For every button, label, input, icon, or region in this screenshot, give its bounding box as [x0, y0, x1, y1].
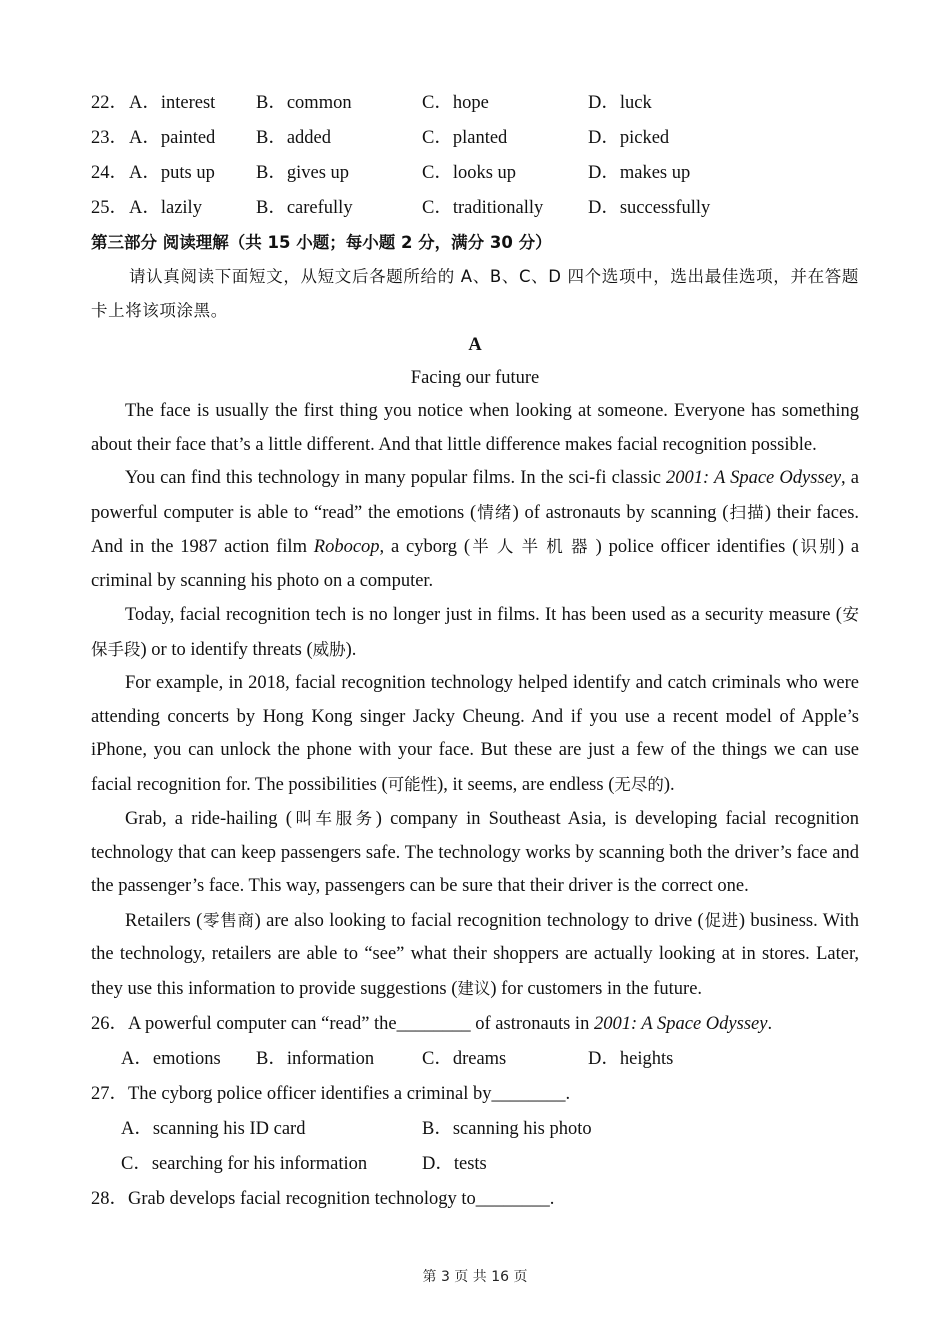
chinese-gloss: 威胁 — [312, 639, 346, 659]
option-row-23 — [91, 121, 859, 156]
chinese-gloss: 零售商 — [202, 910, 255, 930]
option-a: A．painted — [129, 128, 216, 148]
answer-b: B．information — [256, 1049, 375, 1069]
text-run: Grab, a ride-hailing ( — [125, 809, 292, 829]
chinese-gloss: 识别 — [798, 537, 838, 556]
text-run: ) business. With the technology, retailers are able to “see” what their shoppers are actually looking at in stores. Later, they use this information to provide suggestions ( — [91, 910, 860, 999]
option-a: A．lazily — [129, 198, 202, 218]
answers-27-row-1 — [91, 1112, 859, 1147]
text-run: ). — [663, 774, 675, 795]
option-row-24 — [91, 156, 859, 191]
text-run: ) company in Southeast Asia, is developing facial recognition technology that can keep passengers safe. The technology works by scanning both the driver’s face and the passenger’s face. This way, passengers can be sure that their driver is the correct one. — [91, 809, 859, 896]
chinese-gloss: 叫车服务 — [291, 809, 376, 828]
answers-27-row-2 — [91, 1147, 859, 1182]
text-run: ) their faces. And in the 1987 action film — [91, 502, 860, 557]
passage-paragraph-4 — [91, 667, 859, 802]
option-d: D．successfully — [588, 198, 711, 218]
option-d: D．makes up — [588, 163, 691, 183]
page-footer: 第 3 页 共 16 页 — [422, 1269, 528, 1285]
text-run: ) for customers in the future. — [490, 978, 703, 999]
answer-c: C．dreams — [422, 1049, 507, 1069]
film-title: 2001: A Space Odyssey — [666, 468, 842, 488]
chinese-gloss: 建议 — [457, 978, 491, 998]
chinese-gloss: 无尽的 — [614, 774, 664, 794]
answer-a: A．emotions — [121, 1049, 221, 1069]
chinese-gloss: 扫描 — [728, 502, 765, 522]
option-row-25 — [91, 191, 859, 226]
passage-paragraph-6 — [91, 904, 859, 1007]
text-run: ) a criminal by scanning his photo on a computer. — [91, 537, 860, 591]
text-run: Today, facial recognition tech is no longer just in films. It has been used as a security measure ( — [125, 605, 842, 625]
question-end: . — [767, 1014, 773, 1034]
text-run: , a powerful computer is able to “read” the emotions ( — [91, 468, 860, 523]
option-d: D．picked — [588, 128, 670, 148]
section-instruction: 请认真阅读下面短文，从短文后各题所给的 A、B、C、D 四个选项中，选出最佳选项，并在答题卡上将该项涂黑。 — [91, 267, 859, 320]
option-b: B．common — [256, 93, 352, 113]
answer-b: B．scanning his photo — [422, 1119, 592, 1139]
text-run: ). — [345, 639, 357, 660]
option-row-22 — [91, 86, 859, 121]
chinese-gloss: 半人半机器 — [470, 537, 596, 556]
passage-letter: A — [468, 335, 482, 355]
text-run: ) or to identify threats ( — [140, 639, 313, 660]
option-a: A．puts up — [129, 163, 215, 183]
chinese-gloss: 促进 — [703, 910, 739, 930]
text-run: For example, in 2018, facial recognition technology helped identify and catch criminals who were attending concerts by Hong Kong singer Jacky Cheung. And if you use a recent model of Apple’s iPhone, you can unlock the phone with your face. But these are just a few of the things we can use facial recognition for. The possibilities ( — [91, 673, 859, 795]
passage-paragraph-2 — [91, 462, 859, 598]
answer-d: D．tests — [422, 1154, 487, 1174]
exam-page — [91, 86, 859, 1217]
text-run: ) police officer identifies ( — [595, 537, 799, 557]
answers-26 — [91, 1042, 859, 1077]
chinese-gloss: 可能性 — [387, 774, 438, 794]
option-a: A．interest — [129, 93, 216, 113]
answer-d: D．heights — [588, 1049, 674, 1069]
text-run: You can find this technology in many popular films. In the sci-fi classic — [125, 468, 667, 488]
question-27: 27．The cyborg police officer identifies a criminal by________. — [91, 1084, 571, 1104]
answer-a: A．scanning his ID card — [121, 1119, 306, 1139]
option-d: D．luck — [588, 93, 652, 113]
cloze-options — [91, 86, 859, 226]
text-run: ), it seems, are endless ( — [437, 774, 615, 795]
question-text: 26．A powerful computer can “read” the________ of astronauts in — [91, 1014, 594, 1034]
question-number: 24． — [91, 163, 129, 183]
passage-title: Facing our future — [410, 368, 540, 388]
option-c: C．hope — [422, 93, 489, 113]
text-run: ) of astronauts by scanning ( — [512, 502, 729, 523]
question-number: 25． — [91, 198, 129, 218]
passage-paragraph-3 — [91, 598, 859, 667]
option-c: C．traditionally — [422, 198, 544, 218]
film-title: 2001: A Space Odyssey — [593, 1014, 768, 1034]
text-run: Retailers ( — [125, 910, 203, 931]
option-b: B．added — [256, 128, 332, 148]
question-28: 28．Grab develops facial recognition technology to________. — [91, 1189, 555, 1209]
option-b: B．gives up — [256, 163, 350, 183]
passage-paragraph-1: The face is usually the first thing you notice when looking at someone. Everyone has something about their face that’s a little different. And that little difference makes facial recognition possible. — [91, 401, 859, 455]
chinese-gloss: 情绪 — [476, 502, 513, 522]
question-number: 23． — [91, 128, 129, 148]
answer-c: C．searching for his information — [121, 1154, 368, 1174]
text-run: ) are also looking to facial recognition technology to drive ( — [254, 910, 704, 931]
question-26 — [91, 1007, 859, 1042]
option-c: C．looks up — [422, 163, 517, 183]
text-run: , a cyborg ( — [379, 537, 471, 557]
question-number: 22． — [91, 93, 129, 113]
chinese-gloss: 安保手段 — [91, 605, 859, 659]
option-b: B．carefully — [256, 198, 353, 218]
passage-paragraph-5 — [91, 802, 859, 904]
film-title: Robocop — [313, 537, 380, 557]
option-c: C．planted — [422, 128, 508, 148]
section-title: 第三部分 阅读理解（共 15 小题；每小题 2 分，满分 30 分） — [91, 233, 552, 252]
